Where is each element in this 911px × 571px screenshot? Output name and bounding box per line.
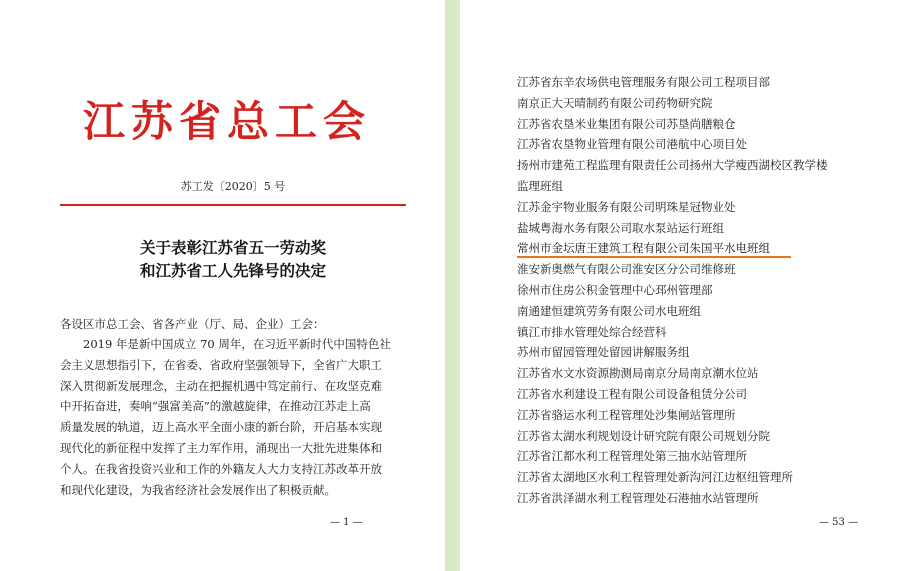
organization-list-item-highlighted: 常州市金坛唐王建筑工程有限公司朱国平水电班组	[517, 238, 877, 259]
organization-list-item: 扬州市建苑工程监理有限责任公司扬州大学瘦西湖校区教学楼	[517, 158, 828, 173]
page-gap	[446, 0, 459, 571]
body-line: 质量发展的轨道，迈上高水平全面小康的新台阶，开启基本实现	[60, 420, 382, 435]
body-line: 深入贯彻新发展理念，主动在把握机遇中笃定前行、在攻坚克难	[60, 378, 382, 393]
body-line: 2019 年是新中国成立 70 周年，在习近平新时代中国特色社	[60, 337, 391, 351]
organization-list-item: 江苏省农垦米业集团有限公司苏垦尚膳粮仓	[517, 116, 736, 131]
organization-list-item: 淮安新奥燃气有限公司淮安区分公司维修班	[517, 262, 736, 277]
organization-list-item: 江苏省太湖地区水利工程管理处新沟河江边枢纽管理所	[517, 470, 793, 485]
organization-list-item: 江苏省东辛农场供电管理服务有限公司工程项目部	[517, 75, 770, 89]
highlight-underline	[517, 256, 791, 258]
organization-list-item: 江苏省骆运水利工程管理处沙集闸站管理所	[517, 407, 736, 422]
header-red-rule	[60, 204, 406, 206]
organization-list-item: 南通建恒建筑劳务有限公司水电班组	[517, 303, 701, 318]
body-line: 中开拓奋进，奏响“强富美高”的激越旋律，在推动江苏走上高	[60, 399, 371, 414]
organization-list-item: 南京正大天晴制药有限公司药物研究院	[517, 95, 713, 110]
organization-list-item: 苏州市留园管理处留园讲解服务组	[517, 345, 690, 360]
organization-list-item: 江苏金宇物业服务有限公司明珠星冠物业处	[517, 199, 736, 214]
document-body	[60, 334, 406, 500]
organization-list-item: 江苏省江都水利工程管理处第三抽水站管理所	[517, 449, 747, 464]
organization-list-item: 盐城粤海水务有限公司取水泵站运行班组	[517, 220, 724, 235]
organization-list-item: 江苏省水文水资源勘测局南京分局南京潮水位站	[517, 366, 759, 381]
body-line: 现代化的新征程中发挥了主力军作用，涌现出一大批先进集体和	[60, 440, 382, 455]
organization-list-item: 江苏省农垦物业管理有限公司港航中心项目处	[517, 137, 747, 152]
organization-list-item: 江苏省水利建设工程有限公司设备租赁分公司	[517, 386, 747, 401]
organization-list	[517, 72, 877, 509]
document-title-line: 和江苏省工人先锋号的决定	[139, 261, 326, 280]
organization-list-item: 江苏省太湖水利规划设计研究院有限公司规划分院	[517, 428, 770, 443]
document-number: 苏工发〔2020〕5 号	[180, 180, 286, 193]
page-left	[0, 0, 446, 571]
body-line: 和现代化建设，为我省经济社会发展作出了积极贡献。	[60, 482, 336, 497]
document-title	[60, 236, 406, 282]
organization-list-item: 镇江市排水管理处综合经营科	[517, 324, 667, 339]
document-header-title: 江苏省总工会	[82, 97, 371, 146]
addressee-line: 各设区市总工会、省各产业（厅、局、企业）工会：	[60, 317, 325, 331]
page-number-right: — 53 —	[819, 517, 859, 528]
page-number-left: — 1 —	[330, 517, 363, 528]
body-line: 个人。在我省投资兴业和工作的外籍友人大力支持江苏改革开放	[60, 461, 382, 476]
organization-list-item: 徐州市住房公积金管理中心邳州管理部	[517, 282, 713, 297]
organization-list-item: 监理班组	[517, 178, 563, 193]
document-title-line: 关于表彰江苏省五一劳动奖	[139, 238, 326, 257]
body-line: 会主义思想指引下，在省委、省政府坚强领导下，全省广大职工	[60, 357, 382, 372]
organization-list-item: 江苏省洪泽湖水利工程管理处石港抽水站管理所	[517, 490, 759, 505]
